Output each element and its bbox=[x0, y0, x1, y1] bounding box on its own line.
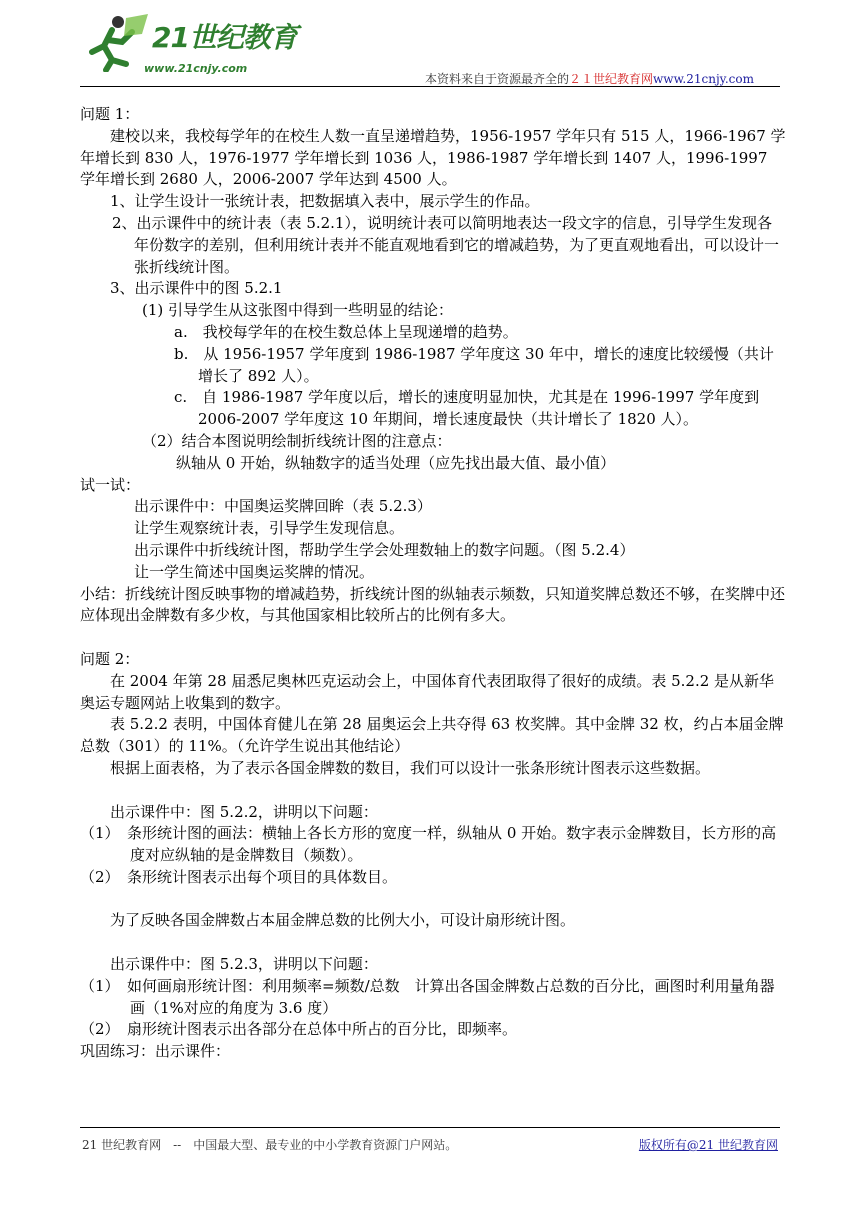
list-item: 1、让学生设计一张统计表，把数据填入表中，展示学生的作品。 bbox=[110, 192, 540, 211]
paragraph: 为了反映各国金牌数占本届金牌总数的比例大小，可设计扇形统计图。 bbox=[110, 911, 576, 930]
paragraph: 让一学生简述中国奥运奖牌的情况。 bbox=[134, 562, 375, 581]
page-header bbox=[82, 10, 782, 90]
spacer bbox=[80, 889, 786, 911]
list-item: （2）结合本图说明绘制折线统计图的注意点： bbox=[142, 431, 452, 450]
header-source-note bbox=[425, 70, 754, 87]
list-item: （2） 扇形统计图表示出各部分在总体中所占的百分比，即频率。 bbox=[80, 1020, 518, 1039]
logo-text: 21世纪教育 bbox=[152, 21, 297, 54]
paragraph: 让学生观察统计表，引导学生发现信息。 bbox=[134, 519, 405, 538]
document-body bbox=[80, 104, 786, 1063]
header-site-url[interactable]: www.21cnjy.com bbox=[653, 72, 754, 86]
header-note-prefix: 本资料来自于资源最齐全的 bbox=[425, 72, 570, 86]
list-item: b. 从 1956-1957 学年度到 1986-1987 学年度这 30 年中，增长的速度比较缓慢（共计增长了 892 人）。 bbox=[174, 344, 774, 385]
paragraph: 出示课件中：中国奥运奖牌回眸（表 5.2.3） bbox=[134, 497, 432, 516]
paragraph: 出示课件中折线统计图，帮助学生学会处理数轴上的数字问题。（图 5.2.4） bbox=[134, 540, 635, 559]
spacer bbox=[80, 932, 786, 954]
list-item: 3、出示课件中的图 5.2.1 bbox=[110, 279, 283, 298]
footer-divider bbox=[80, 1127, 780, 1128]
copyright-link[interactable]: 版权所有@21 世纪教育网 bbox=[638, 1138, 778, 1152]
list-item: a. 我校每学年的在校生数总体上呈现递增的趋势。 bbox=[174, 322, 518, 341]
paragraph: 出示课件中：图 5.2.3，讲明以下问题： bbox=[110, 955, 378, 974]
list-item: （1） 条形统计图的画法：横轴上各长方形的宽度一样，纵轴从 0 开始。数字表示金牌数目，长方形的高度对应纵轴的是金牌数目（频数）。 bbox=[80, 824, 777, 865]
try-it-heading: 试一试： bbox=[80, 475, 141, 494]
practice-heading: 巩固练习：出示课件： bbox=[80, 1042, 231, 1061]
header-divider bbox=[80, 86, 780, 87]
list-item: （1） 如何画扇形统计图：利用频率=频数/总数 计算出各国金牌数占总数的百分比，画图时利用量角器画（1%对应的角度为 3.6 度） bbox=[80, 976, 775, 1017]
site-logo[interactable] bbox=[82, 10, 382, 82]
paragraph: 纵轴从 0 开始，纵轴数字的适当处理（应先找出最大值、最小值） bbox=[176, 453, 616, 472]
header-site-name[interactable]: ２１世纪教育网 bbox=[569, 72, 654, 86]
summary-paragraph: 小结：折线统计图反映事物的增减趋势，折线统计图的纵轴表示频数，只知道奖牌总数还不够，在奖牌中还应体现出金牌数有多少枚，与其他国家相比较所占的比例有多大。 bbox=[80, 584, 786, 625]
list-item: c. 自 1986-1987 学年度以后，增长的速度明显加快，尤其是在 1996-1997 学年度到 2006-2007 学年度这 10 年期间，增长速度最快（共计增长了 1820 人）。 bbox=[174, 388, 760, 429]
paragraph: 在 2004 年第 28 届悉尼奥林匹克运动会上，中国体育代表团取得了很好的成绩。表 5.2.2 是从新华奥运专题网站上收集到的数字。 bbox=[80, 671, 775, 712]
paragraph: 表 5.2.2 表明，中国体育健儿在第 28 届奥运会上共夺得 63 枚奖牌。其中金牌 32 枚，约占本届金牌总数（301）的 11%。（允许学生说出其他结论） bbox=[80, 715, 784, 756]
paragraph: 建校以来，我校每学年的在校生人数一直呈递增趋势，1956-1957 学年只有 515 人，1966-1967 学年增长到 830 人，1976-1977 学年增长到 1036 人，1986-1987 学年增长到 1407 人，1996-1997 学年增长到 2680 人，2006-2007 学年达到 4500 人。 bbox=[80, 126, 786, 189]
footer-text: 21 世纪教育网 -- 中国最大型、最专业的中小学教育资源门户网站。 bbox=[82, 1138, 458, 1152]
paragraph: 根据上面表格，为了表示各国金牌数的数目，我们可以设计一张条形统计图表示这些数据。 bbox=[110, 758, 711, 777]
question-2-heading: 问题 2： bbox=[80, 649, 140, 668]
list-item: （2） 条形统计图表示出每个项目的具体数目。 bbox=[80, 867, 398, 886]
list-item: (1) 引导学生从这张图中得到一些明显的结论： bbox=[142, 301, 454, 320]
spacer bbox=[80, 627, 786, 649]
spacer bbox=[80, 780, 786, 802]
list-item: 2、出示课件中的统计表（表 5.2.1），说明统计表可以简明地表达一段文字的信息，引导学生发现各年份数字的差别，但利用统计表并不能直观地看到它的增减趋势，为了更直观地看出，可以设计一张折线统计图。 bbox=[112, 213, 780, 276]
logo-url: www.21cnjy.com bbox=[144, 62, 248, 75]
question-1-heading: 问题 1： bbox=[80, 105, 140, 123]
paragraph: 出示课件中：图 5.2.2，讲明以下问题： bbox=[110, 802, 378, 821]
runner-logo-icon bbox=[82, 12, 152, 72]
